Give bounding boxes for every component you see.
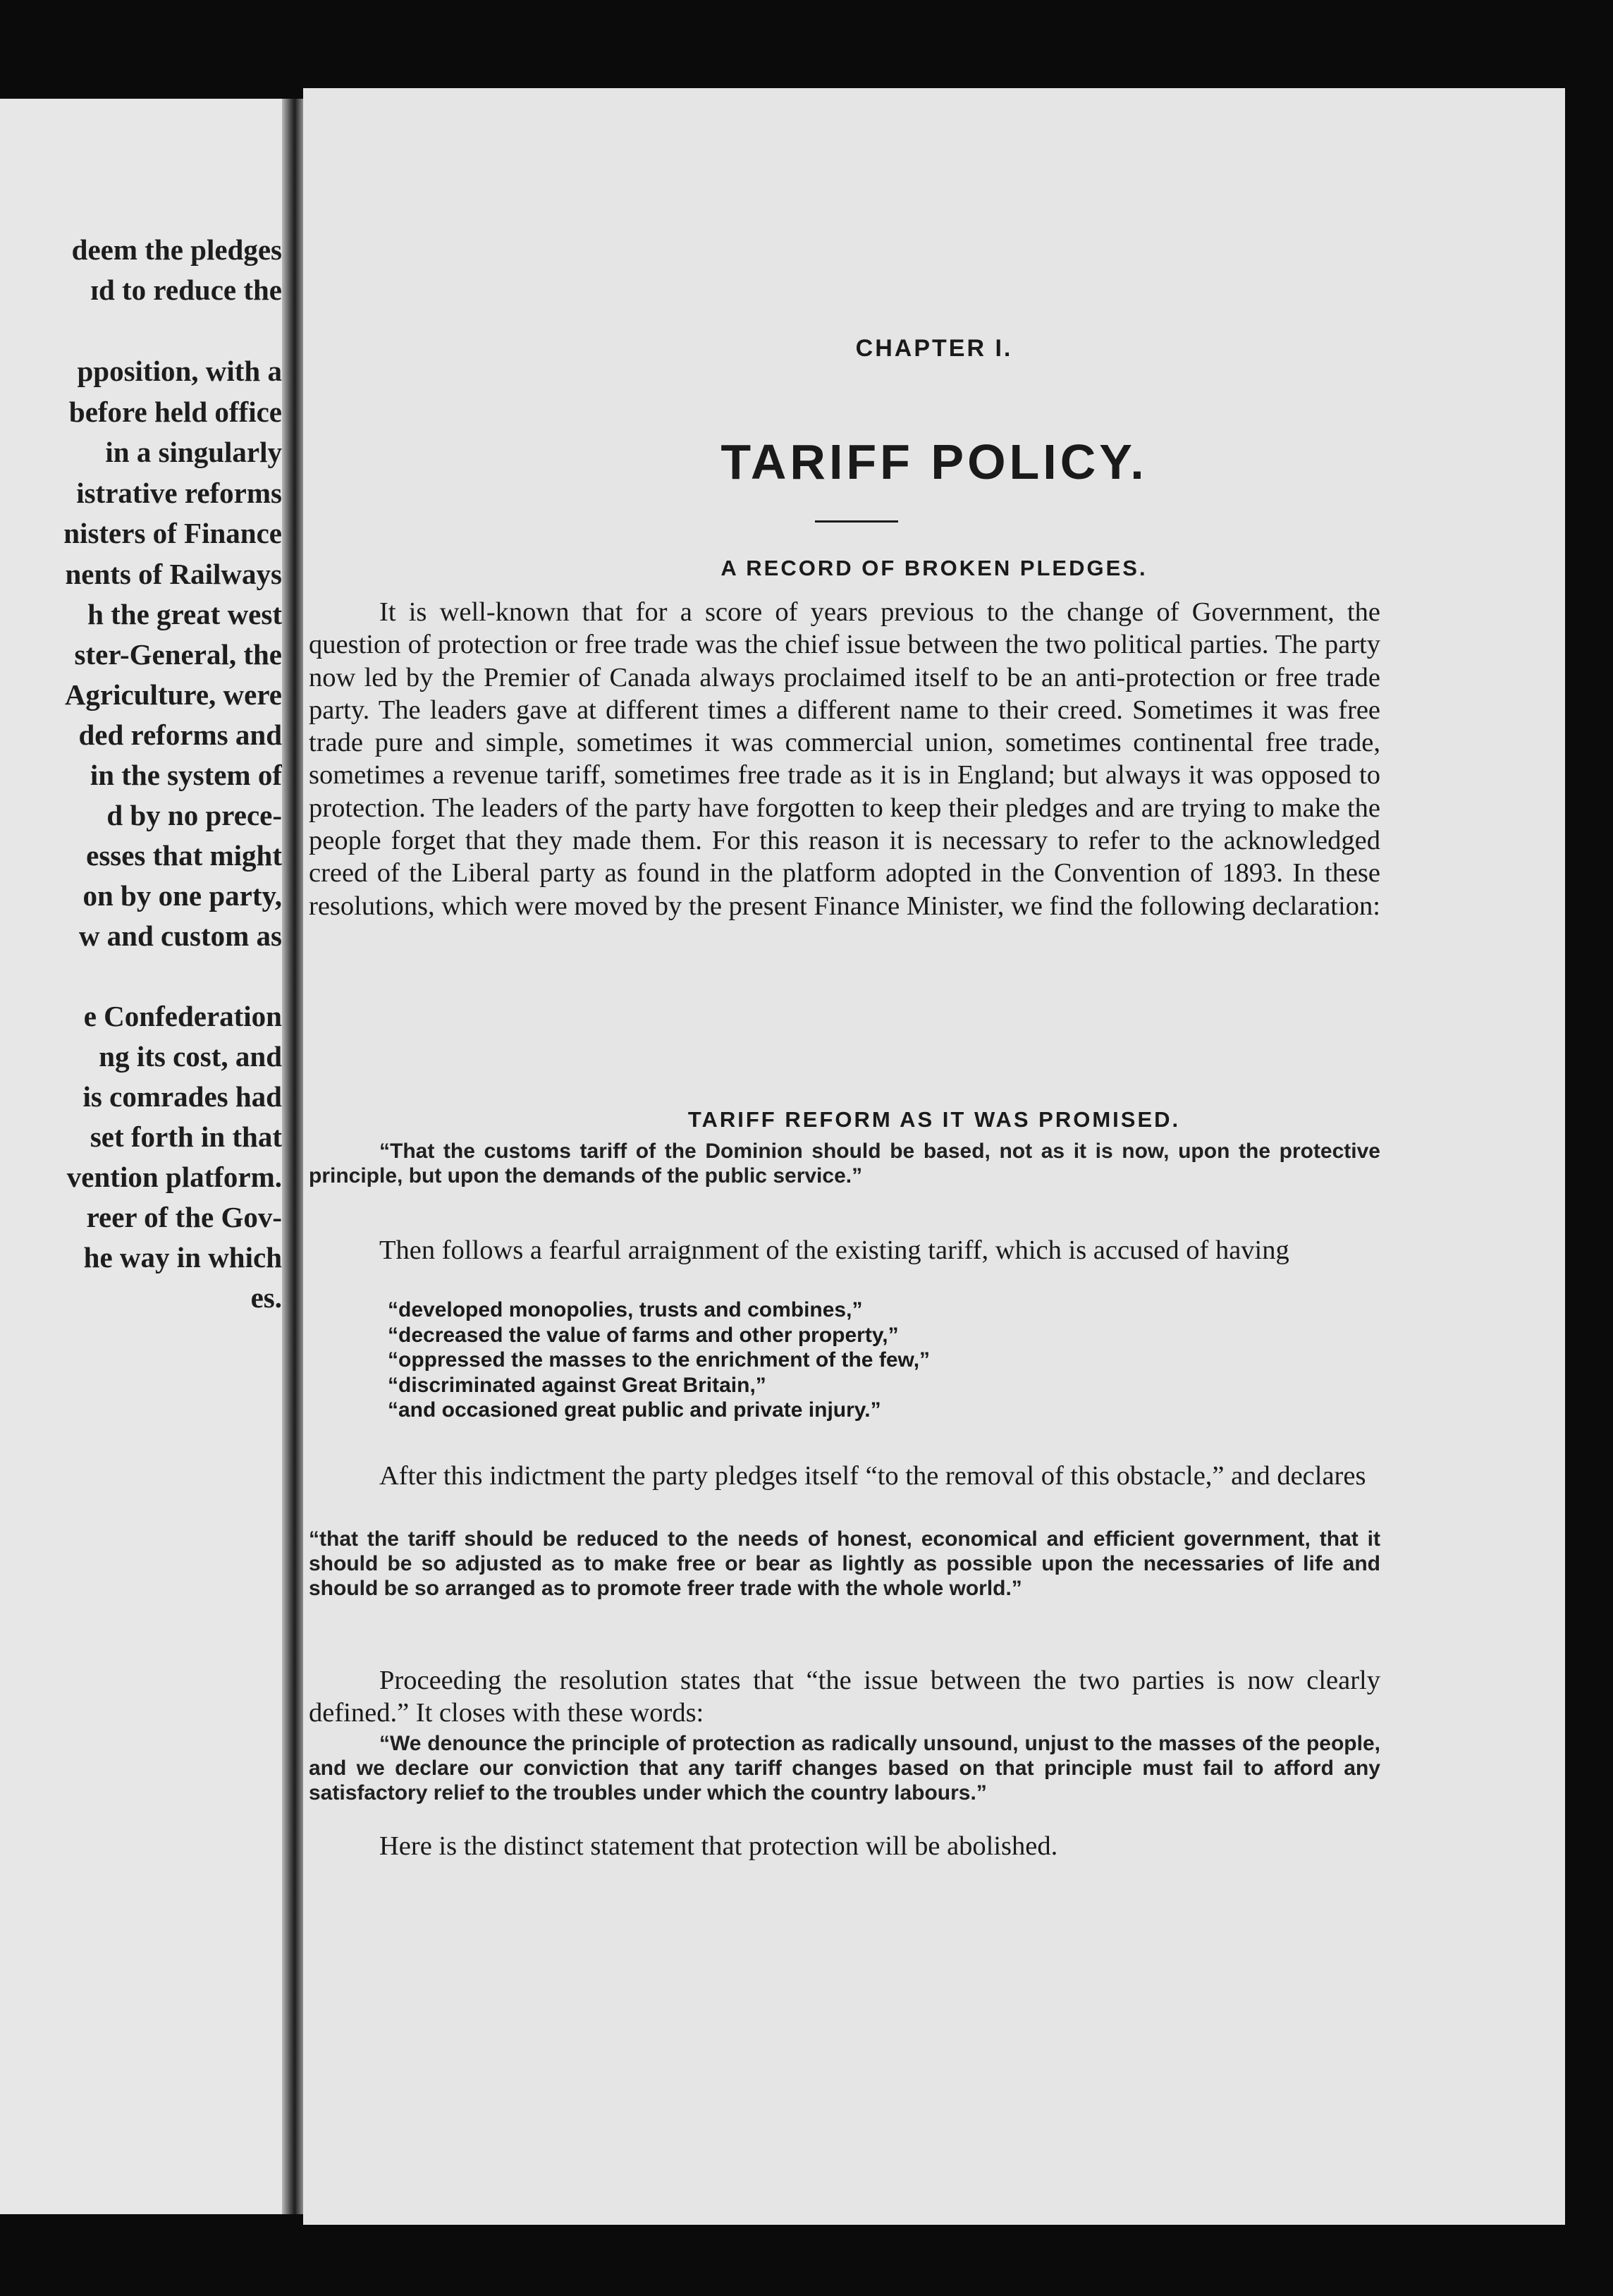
left-page-line: Agriculture, were	[64, 678, 282, 711]
accusation-item: “oppressed the masses to the enrichment of the few,”	[388, 1348, 931, 1372]
left-page-line: before held office	[68, 396, 282, 428]
left-page-line: in a singularly	[105, 436, 282, 468]
block-quote: “That the customs tariff of the Dominion should be based, not as it is now, upon the protective principle, but upon the demands of the public service.”	[309, 1140, 1380, 1187]
body-paragraph: Proceeding the resolution states that “the issue between the two parties is now clearly defined.” It closes with these words:	[309, 1666, 1380, 1728]
left-page-line: es.	[250, 1281, 282, 1314]
left-page-line: w and custom as	[78, 920, 282, 952]
body-paragraph: It is well-known that for a score of years previous to the change of Government, the question of protection or free trade was the chief issue between the two political parties. The party now led by the Premier of Canada always proclaimed itself to be an anti-protection or free trade party. The leaders gave at different times a different name to their creed. Sometimes it was free trade pure and simple, sometimes it was commercial union, sometimes continental free trade, sometimes a revenue tariff, sometimes free trade as it is in England; but always it was opposed to protection. The leaders of the party have forgotten to keep their pledges and are trying to make the people forget that they made them. For this reason it is necessary to refer to the acknowledged creed of the Liberal party as found in the platform adopted in the Convention of 1893. In these resolutions, which were moved by the present Finance Minister, we find the following declaration:	[309, 597, 1380, 921]
left-page-line: d by no prece-	[106, 799, 282, 831]
block-quote: “that the tariff should be reduced to the needs of honest, economical and efficient government, that it should be so adjusted as to make free or bear as lightly as possible upon the necessaries of life and should be so arranged as to promote freer trade with the whole world.”	[309, 1527, 1380, 1600]
left-page-line: ng its cost, and	[99, 1040, 282, 1073]
section-subheading: A RECORD OF BROKEN PLEDGES.	[720, 556, 1148, 580]
page-title: TARIFF POLICY.	[720, 434, 1148, 489]
left-page-line: pposition, with a	[77, 355, 282, 387]
left-page-line: is comrades had	[82, 1080, 282, 1113]
left-page-line: nisters of Finance	[63, 517, 282, 549]
accusation-item: “decreased the value of farms and other property,”	[388, 1323, 899, 1347]
book-gutter	[282, 99, 303, 2214]
accusation-item: “discriminated against Great Britain,”	[388, 1373, 766, 1397]
left-page-line: nents of Railways	[65, 558, 282, 590]
left-page-line: ded reforms and	[78, 719, 282, 751]
left-page-line: vention platform.	[66, 1161, 282, 1193]
accusation-item: “and occasioned great public and private injury.”	[388, 1398, 881, 1422]
left-page-line: in the system of	[90, 759, 282, 791]
left-page-line: ɪd to reduce the	[90, 274, 282, 306]
left-page-line: reer of the Gov-	[86, 1201, 282, 1233]
left-page-line	[0, 313, 282, 348]
left-page-line: set forth in that	[90, 1120, 282, 1153]
title-divider	[815, 520, 898, 523]
left-page-fragment	[0, 99, 282, 2214]
left-page-line: h the great west	[87, 598, 282, 630]
accusation-item: “developed monopolies, trusts and combines,”	[388, 1298, 863, 1321]
block-quote: “We denounce the principle of protection as radically unsound, unjust to the masses of the people, and we declare our conviction that any tariff changes based on that principle must fail to afford any satisfactory relief to the troubles under which the country labours.”	[309, 1732, 1380, 1805]
accusation-list	[388, 1297, 1234, 1423]
left-page-line: esses that might	[86, 839, 282, 872]
section-subheading: TARIFF REFORM AS IT WAS PROMISED.	[687, 1107, 1181, 1132]
left-page-line: ster-General, the	[74, 638, 282, 671]
chapter-label: CHAPTER I.	[855, 335, 1013, 362]
body-paragraph: Then follows a fearful arraignment of the existing tariff, which is accused of having	[379, 1235, 1289, 1265]
left-page-line: he way in which	[83, 1241, 282, 1274]
left-page-line: on by one party,	[82, 879, 282, 912]
left-page-line	[0, 959, 282, 994]
right-page	[303, 88, 1565, 2225]
body-paragraph: After this indictment the party pledges itself “to the removal of this obstacle,” and declares	[379, 1461, 1366, 1491]
left-page-line: e Confederation	[83, 1000, 282, 1032]
left-page-line: istrative reforms	[76, 477, 282, 509]
left-page-line: deem the pledges	[71, 233, 282, 266]
body-paragraph: Here is the distinct statement that protection will be abolished.	[379, 1831, 1058, 1861]
